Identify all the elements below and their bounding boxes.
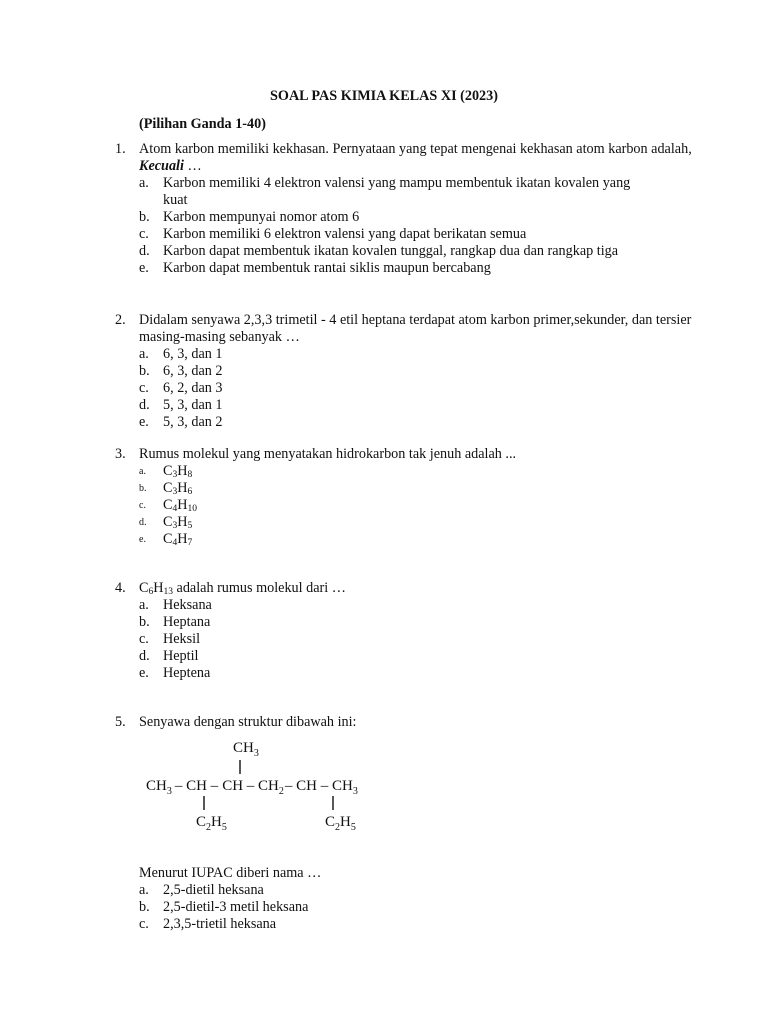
option-d [139, 514, 695, 531]
question-number: 3. [115, 446, 126, 462]
question-number: 2. [115, 312, 126, 328]
top-branch-ch3: $CH_3$ [233, 740, 259, 759]
option-letter: d. [139, 648, 150, 664]
question-stem: Senyawa dengan struktur dibawah ini: [139, 714, 357, 730]
option-d [139, 648, 695, 665]
bottom-right-c2h5: $C_2H_5$ [325, 814, 356, 833]
option-a [139, 597, 695, 614]
question-stem: Rumus molekul yang menyatakan hidrokarbon tak jenuh adalah ... [139, 446, 517, 462]
option-letter: c. [139, 226, 149, 242]
options-list [139, 175, 695, 277]
option-a [139, 175, 643, 209]
option-text: 2,3,5-trietil heksana [163, 916, 277, 932]
option-c [139, 631, 695, 648]
option-text: 5, 3, dan 1 [163, 397, 223, 413]
option-letter: a. [139, 175, 149, 191]
option-text: Karbon mempunyai nomor atom 6 [163, 209, 360, 225]
option-letter: a. [139, 597, 149, 613]
formula: $C_3H_8$ [163, 463, 193, 480]
option-letter: e. [139, 414, 149, 430]
option-letter: d. [139, 517, 147, 528]
options-list [139, 463, 695, 548]
option-text: 6, 3, dan 2 [163, 363, 223, 379]
option-b [139, 899, 695, 916]
option-text: Karbon dapat membentuk rantai siklis maupun bercabang [163, 260, 491, 276]
option-e [139, 531, 695, 548]
option-letter: b. [139, 614, 150, 630]
options-list [139, 597, 695, 682]
option-text: Karbon dapat membentuk ikatan kovalen tunggal, rangkap dua dan rangkap tiga [163, 243, 619, 259]
question-number: 1. [115, 141, 126, 157]
option-c [139, 380, 695, 397]
option-b [139, 363, 695, 380]
option-text: Heptena [163, 665, 211, 681]
option-letter: e. [139, 665, 149, 681]
option-c [139, 226, 695, 243]
question-stem: Didalam senyawa 2,3,3 trimetil - 4 etil heptana terdapat atom karbon primer,sekunder, dan tersier masing-masing sebanyak … [139, 312, 692, 345]
bottom-left-c2h5: $C_2H_5$ [196, 814, 227, 833]
option-text: 2,5-dietil-3 metil heksana [163, 899, 309, 915]
option-text: Karbon memiliki 6 elektron valensi yang dapat berikatan semua [163, 226, 527, 242]
option-letter: a. [139, 346, 149, 362]
option-text: 5, 3, dan 2 [163, 414, 223, 430]
option-letter: c. [139, 916, 149, 932]
option-letter: e. [139, 260, 149, 276]
option-text: Heptana [163, 614, 211, 630]
option-text: 2,5-dietil heksana [163, 882, 264, 898]
option-e [139, 665, 695, 682]
question-stem: Atom karbon memiliki kekhasan. Pernyataan yang tepat mengenai kekhasan atom karbon adalah, Kecuali … [139, 141, 692, 174]
option-d [139, 243, 695, 260]
question-number: 5. [115, 714, 126, 730]
options-list [139, 882, 695, 933]
formula: $C_4H_7$ [163, 531, 193, 548]
option-letter: d. [139, 243, 150, 259]
question-stem: $C_6H_{13}$ adalah rumus molekul dari … [139, 580, 346, 597]
structural-formula-drawing [146, 734, 406, 836]
formula: $C_3H_6$ [163, 480, 193, 497]
emphasis-kecuali: Kecuali [139, 158, 184, 174]
option-text: Heksana [163, 597, 212, 613]
formula: $C_4H_{10}$ [163, 497, 197, 514]
option-b [139, 614, 695, 631]
option-c [139, 497, 695, 514]
option-letter: b. [139, 363, 150, 379]
formula: $C_3H_5$ [163, 514, 193, 531]
main-chain: $CH_3$ – CH – CH – $CH_2-$ CH – $CH_3$ [146, 778, 358, 797]
option-letter: b. [139, 899, 150, 915]
formula: $C_6H_{13}$ [139, 580, 173, 597]
structural-formula [146, 734, 406, 836]
option-a [139, 346, 695, 363]
options-list [139, 346, 695, 431]
option-c [139, 916, 695, 933]
option-text: 6, 3, dan 1 [163, 346, 223, 362]
section-title: (Pilihan Ganda 1-40) [139, 116, 266, 132]
option-e [139, 260, 695, 277]
option-letter: b. [139, 483, 147, 494]
option-letter: a. [139, 882, 149, 898]
option-letter: c. [139, 631, 149, 647]
option-text: Karbon memiliki 4 elektron valensi yang mampu membentuk ikatan kovalen yang kuat [163, 175, 631, 208]
option-letter: a. [139, 466, 146, 477]
option-text: Heksil [163, 631, 201, 647]
option-a [139, 463, 695, 480]
option-text: Heptil [163, 648, 199, 664]
option-a [139, 882, 695, 899]
option-d [139, 397, 695, 414]
page-title: SOAL PAS KIMIA KELAS XI (2023) [270, 88, 498, 104]
option-letter: b. [139, 209, 150, 225]
option-text: 6, 2, dan 3 [163, 380, 223, 396]
option-e [139, 414, 695, 431]
option-b [139, 480, 695, 497]
option-letter: e. [139, 534, 146, 545]
option-letter: c. [139, 380, 149, 396]
option-letter: d. [139, 397, 150, 413]
option-letter: c. [139, 500, 146, 511]
question-number: 4. [115, 580, 126, 596]
option-b [139, 209, 695, 226]
question-stem: Menurut IUPAC diberi nama … [139, 865, 322, 881]
